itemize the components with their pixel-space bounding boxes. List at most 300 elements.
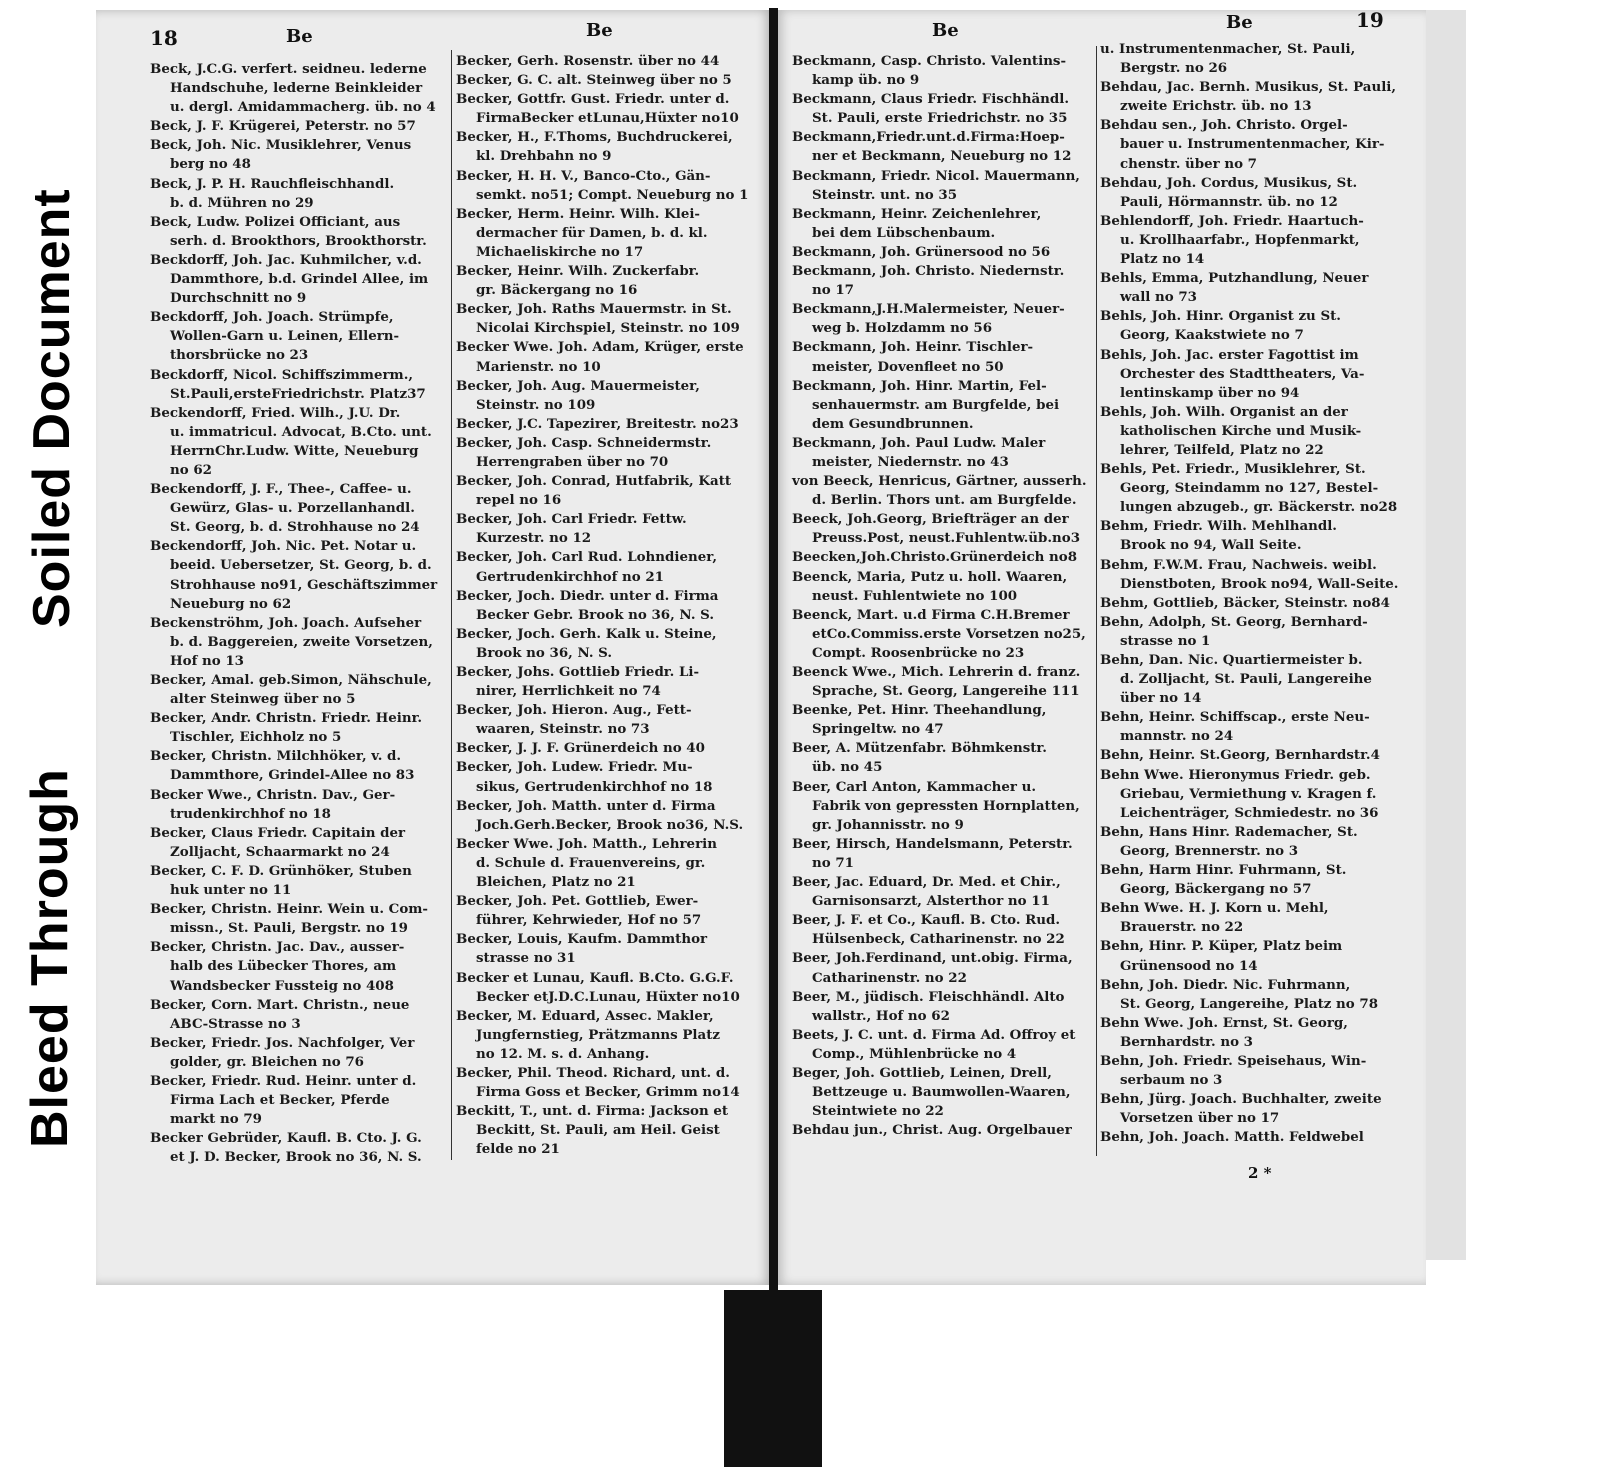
entry-continuation-line: Joch.Gerh.Becker, Brook no36, N.S. [476, 816, 744, 833]
directory-entry [1100, 594, 1400, 613]
entry-name-line: Beckdorff, Joh. Jac. Kuhmilcher, v.d. [150, 251, 422, 268]
directory-entry [1100, 269, 1400, 307]
directory-entry [1100, 346, 1400, 403]
entry-continuation-line: chenstr. über no 7 [1120, 155, 1257, 172]
entry-name-line: Beckmann, Joh. Christo. Niedernstr. [792, 263, 1065, 280]
entry-continuation-line: Comp., Mühlenbrücke no 4 [812, 1045, 1017, 1062]
entry-name-line: Becker Wwe. Joh. Adam, Krüger, erste [456, 339, 744, 356]
directory-entry [792, 52, 1092, 90]
directory-entry [150, 996, 446, 1034]
entry-name-line: Behdau sen., Joh. Christo. Orgel- [1100, 117, 1348, 134]
directory-entry [456, 510, 756, 548]
entry-name-line: Becker, H. H. V., Banco-Cto., Gän- [456, 167, 711, 184]
entry-continuation-line: St. Georg, Langereihe, Platz no 78 [1120, 995, 1379, 1012]
directory-entry [792, 1026, 1092, 1064]
right-heading-b: Be [1226, 12, 1253, 33]
entry-continuation-line: Dammthore, Grindel-Allee no 83 [170, 767, 415, 784]
entry-continuation-line: repel no 16 [476, 492, 562, 509]
entry-continuation-line: lentinskamp über no 94 [1120, 384, 1300, 401]
entry-name-line: Beck, J. F. Krügerei, Peterstr. no 57 [150, 118, 416, 135]
directory-entry [456, 52, 756, 71]
entry-name-line: Behn, Hinr. P. Küper, Platz beim [1100, 938, 1343, 955]
directory-entry [792, 128, 1092, 166]
entry-continuation-line: thorsbrücke no 23 [170, 347, 309, 364]
entry-name-line: Becker, Phil. Theod. Richard, unt. d. [456, 1064, 730, 1081]
directory-entry [150, 136, 446, 174]
entry-continuation-line: nirer, Herrlichkeit no 74 [476, 683, 661, 700]
entry-name-line: Becker, Christn. Heinr. Wein u. Com- [150, 901, 428, 918]
directory-entry [792, 300, 1092, 338]
entry-name-line: Becker, Heinr. Wilh. Zuckerfabr. [456, 263, 700, 280]
directory-entry [1100, 40, 1400, 78]
directory-entry [792, 911, 1092, 949]
entry-continuation-line: Beckitt, St. Pauli, am Heil. Geist [476, 1122, 720, 1139]
entry-continuation-line: senhauermstr. am Burgfelde, bei [812, 396, 1060, 413]
directory-entry [456, 205, 756, 262]
entry-continuation-line: üb. no 45 [812, 759, 883, 776]
directory-entry [150, 786, 446, 824]
directory-entry [792, 434, 1092, 472]
entry-continuation-line: et J. D. Becker, Brook no 36, N. S. [170, 1149, 422, 1166]
entry-continuation-line: Vorsetzen über no 17 [1120, 1110, 1280, 1127]
entry-name-line: Behn, Joh. Joach. Matth. Feldwebel [1100, 1129, 1364, 1146]
entry-continuation-line: strasse no 31 [476, 950, 576, 967]
entry-name-line: Behn Wwe. Joh. Ernst, St. Georg, [1100, 1014, 1348, 1031]
entry-continuation-line: Hof no 13 [170, 652, 244, 669]
directory-entry [456, 663, 756, 701]
entry-name-line: Beck, Joh. Nic. Musiklehrer, Venus [150, 137, 412, 154]
entry-name-line: Becker, Joh. Raths Mauermstr. in St. [456, 301, 732, 318]
entry-continuation-line: St. Georg, b. d. Strohhause no 24 [170, 519, 420, 536]
entry-name-line: Beckendorff, J. F., Thee-, Caffee- u. [150, 481, 412, 498]
entry-continuation-line: kl. Drehbahn no 9 [476, 148, 612, 165]
entry-continuation-line: u. immatricul. Advocat, B.Cto. unt. [170, 423, 432, 440]
directory-entry [456, 415, 756, 434]
entry-name-line: Becker, Amal. geb.Simon, Nähschule, [150, 672, 432, 688]
entry-name-line: Behm, Friedr. Wilh. Mehlhandl. [1100, 518, 1337, 535]
entry-continuation-line: St. Pauli, erste Friedrichstr. no 35 [812, 110, 1068, 127]
entry-continuation-line: felde no 21 [476, 1141, 560, 1158]
page-edge [1426, 10, 1466, 1260]
directory-entry [792, 778, 1092, 835]
entry-name-line: Behlendorff, Joh. Friedr. Haartuch- [1100, 212, 1364, 229]
entry-name-line: Becker, Andr. Christn. Friedr. Heinr. [150, 710, 423, 727]
entry-continuation-line: Steintwiete no 22 [812, 1103, 944, 1120]
entry-continuation-line: Leichenträger, Schmiedestr. no 36 [1120, 804, 1379, 821]
entry-continuation-line: Hülsenbeck, Catharinenstr. no 22 [812, 931, 1065, 948]
right-page-number: 19 [1356, 8, 1384, 32]
directory-entry [456, 300, 756, 338]
entry-name-line: Beckmann, Joh. Paul Ludw. Maler [792, 434, 1046, 451]
entry-continuation-line: serh. d. Brookthors, Brookthorstr. [170, 232, 427, 249]
entry-continuation-line: Georg, Bäckergang no 57 [1120, 881, 1312, 898]
entry-continuation-line: Durchschnitt no 9 [170, 290, 307, 307]
entry-continuation-line: Platz no 14 [1120, 251, 1205, 268]
entry-continuation-line: zweite Erichstr. üb. no 13 [1120, 98, 1312, 115]
entry-name-line: Behn, Heinr. St.Georg, Bernhardstr.4 [1100, 747, 1380, 764]
entry-continuation-line: Bergstr. no 26 [1120, 60, 1228, 77]
entry-continuation-line: Gewürz, Glas- u. Porzellanhandl. [170, 500, 415, 517]
directory-entry [456, 71, 756, 90]
entry-name-line: Beecken,Joh.Christo.Grünerdeich no8 [792, 549, 1078, 566]
entry-name-line: Beeck, Joh.Georg, Briefträger an der [792, 511, 1069, 528]
directory-entry [792, 568, 1092, 606]
book-spine [769, 8, 778, 1292]
entry-continuation-line: Wollen-Garn u. Leinen, Ellern- [170, 328, 400, 345]
entry-continuation-line: Tischler, Eichholz no 5 [170, 729, 342, 746]
entry-continuation-line: no 71 [812, 854, 854, 871]
directory-entry [1100, 861, 1400, 899]
entry-continuation-line: Springeltw. no 47 [812, 721, 944, 738]
entry-name-line: Beckmann,J.H.Malermeister, Neuer- [792, 301, 1065, 318]
entry-name-line: Beenke, Pet. Hinr. Theehandlung, [792, 702, 1047, 719]
directory-entry [456, 548, 756, 586]
entry-continuation-line: lungen abzugeb., gr. Bäckerstr. no28 [1120, 499, 1398, 516]
entry-continuation-line: Steinstr. unt. no 35 [812, 186, 958, 203]
entry-continuation-line: trudenkirchhof no 18 [170, 805, 331, 822]
entry-continuation-line: no 17 [812, 282, 854, 299]
directory-entry [150, 537, 446, 613]
entry-continuation-line: missn., St. Pauli, Bergstr. no 19 [170, 920, 408, 937]
entry-continuation-line: u. Krollhaarfabr., Hopfenmarkt, [1120, 231, 1360, 248]
right-page-column-2 [1100, 40, 1400, 1147]
entry-continuation-line: etCo.Commiss.erste Vorsetzen no25, [812, 625, 1086, 642]
directory-entry [792, 663, 1092, 701]
entry-continuation-line: Bernhardstr. no 3 [1120, 1033, 1253, 1050]
directory-entry [150, 824, 446, 862]
entry-continuation-line: d. Schule d. Frauenvereins, gr. [476, 854, 706, 871]
directory-entry [1100, 307, 1400, 345]
entry-name-line: Becker, Joh. Conrad, Hutfabrik, Katt [456, 473, 732, 490]
entry-name-line: Behn, Adolph, St. Georg, Bernhard- [1100, 613, 1368, 630]
directory-entry [456, 1007, 756, 1064]
directory-entry [150, 671, 446, 709]
entry-continuation-line: Orchester des Stadttheaters, Va- [1120, 365, 1365, 382]
entry-continuation-line: alter Steinweg über no 5 [170, 691, 356, 708]
entry-name-line: Beets, J. C. unt. d. Firma Ad. Offroy et [792, 1026, 1076, 1043]
left-page-number: 18 [150, 26, 178, 50]
directory-entry [1100, 823, 1400, 861]
entry-name-line: Beckendorff, Fried. Wilh., J.U. Dr. [150, 404, 401, 421]
entry-name-line: Becker, Joh. Aug. Mauermeister, [456, 377, 700, 394]
directory-entry [1100, 1052, 1400, 1090]
entry-name-line: Becker, Joh. Pet. Gottlieb, Ewer- [456, 893, 699, 910]
entry-continuation-line: Griebau, Vermiethung v. Kragen f. [1120, 785, 1377, 802]
directory-entry [456, 472, 756, 510]
directory-entry [1100, 1128, 1400, 1147]
entry-continuation-line: Nicolai Kirchspiel, Steinstr. no 109 [476, 320, 740, 337]
entry-name-line: Becker, C. F. D. Grünhöker, Stuben [150, 862, 412, 879]
entry-name-line: Behls, Joh. Hinr. Organist zu St. [1100, 308, 1341, 325]
directory-entry [1100, 937, 1400, 975]
entry-continuation-line: Preuss.Post, neust.Fuhlentw.üb.no3 [812, 530, 1081, 547]
entry-name-line: Beck, J.C.G. verfert. seidneu. lederne [150, 61, 427, 77]
entry-continuation-line: Wandsbecker Fussteig no 408 [170, 977, 394, 994]
entry-continuation-line: Kurzestr. no 12 [476, 530, 592, 547]
entry-continuation-line: beeid. Uebersetzer, St. Georg, b. d. [170, 557, 432, 574]
printer-signature: 2 * [1248, 1164, 1272, 1182]
entry-name-line: Becker, Corn. Mart. Christn., neue [150, 996, 410, 1013]
directory-entry [792, 90, 1092, 128]
entry-continuation-line: Pauli, Hörmannstr. üb. no 12 [1120, 193, 1338, 210]
entry-name-line: Behls, Joh. Jac. erster Fagottist im [1100, 346, 1359, 363]
directory-entry [1100, 517, 1400, 555]
entry-name-line: Beckendorff, Joh. Nic. Pet. Notar u. [150, 538, 417, 555]
entry-continuation-line: b. d. Baggereien, zweite Vorsetzen, [170, 633, 433, 650]
entry-continuation-line: Brook no 36, N. S. [476, 644, 613, 661]
entry-continuation-line: neust. Fuhlentwiete no 100 [812, 587, 1018, 604]
entry-name-line: Beer, Jac. Eduard, Dr. Med. et Chir., [792, 874, 1061, 891]
directory-entry [150, 938, 446, 995]
entry-continuation-line: wall no 73 [1120, 289, 1198, 306]
entry-name-line: Beer, M., jüdisch. Fleischhändl. Alto [792, 988, 1065, 1005]
entry-continuation-line: Herrengraben über no 70 [476, 453, 669, 470]
entry-name-line: Becker, Joh. Carl Rud. Lohndiener, [456, 549, 717, 566]
directory-entry [456, 758, 756, 796]
directory-entry [150, 404, 446, 480]
directory-entry [792, 472, 1092, 510]
left-column-rule [451, 50, 452, 1160]
entry-name-line: Beer, A. Mützenfabr. Böhmkenstr. [792, 740, 1047, 757]
entry-name-line: Beckitt, T., unt. d. Firma: Jackson et [456, 1103, 729, 1120]
soiled-document-label: Soiled Document [23, 188, 81, 628]
entry-name-line: Beckmann, Joh. Heinr. Tischler- [792, 339, 1034, 356]
entry-name-line: Becker et Lunau, Kaufl. B.Cto. G.G.F. [456, 969, 734, 986]
directory-entry [150, 251, 446, 308]
directory-entry [1100, 174, 1400, 212]
entry-name-line: Becker, Joh. Hieron. Aug., Fett- [456, 702, 692, 719]
directory-entry [456, 167, 756, 205]
entry-continuation-line: HerrnChr.Ludw. Witte, Neueburg [170, 442, 419, 459]
entry-continuation-line: waaren, Steinstr. no 73 [476, 721, 650, 738]
directory-entry [1100, 899, 1400, 937]
entry-continuation-line: St.Pauli,ersteFriedrichstr. Platz37 [170, 385, 426, 402]
directory-entry [1100, 1090, 1400, 1128]
entry-name-line: Becker, Friedr. Rud. Heinr. unter d. [150, 1072, 417, 1089]
entry-name-line: Behn, Hans Hinr. Rademacher, St. [1100, 823, 1358, 840]
entry-name-line: Beckmann, Friedr. Nicol. Mauermann, [792, 167, 1080, 184]
entry-name-line: Becker, Claus Friedr. Capitain der [150, 824, 406, 841]
entry-continuation-line: Georg, Kaakstwiete no 7 [1120, 327, 1304, 344]
directory-entry [792, 949, 1092, 987]
directory-entry [150, 60, 446, 117]
directory-entry [456, 1064, 756, 1102]
directory-entry [792, 377, 1092, 434]
entry-continuation-line: no 12. M. s. d. Anhang. [476, 1045, 650, 1062]
directory-entry [792, 262, 1092, 300]
directory-entry [456, 892, 756, 930]
directory-entry [456, 338, 756, 376]
directory-entry [792, 701, 1092, 739]
left-page-column-1 [150, 60, 446, 1167]
directory-entry [1100, 556, 1400, 594]
entry-name-line: Beck, J. P. H. Rauchfleischhandl. [150, 175, 395, 192]
entry-continuation-line: Brauerstr. no 22 [1120, 919, 1244, 936]
right-page-column-1 [792, 52, 1092, 1140]
entry-continuation-line: ABC-Strasse no 3 [170, 1015, 301, 1032]
directory-entry [456, 835, 756, 892]
entry-continuation-line: lehrer, Teilfeld, Platz no 22 [1120, 441, 1324, 458]
entry-name-line: Beckmann, Claus Friedr. Fischhändl. [792, 91, 1069, 108]
directory-entry [792, 835, 1092, 873]
entry-name-line: Beckmann, Joh. Grünersood no 56 [792, 243, 1051, 260]
entry-continuation-line: kamp üb. no 9 [812, 72, 920, 89]
directory-entry [792, 167, 1092, 205]
entry-continuation-line: ner et Beckmann, Neueburg no 12 [812, 148, 1072, 165]
entry-name-line: Behls, Pet. Friedr., Musiklehrer, St. [1100, 461, 1366, 478]
entry-name-line: Becker, Joch. Diedr. unter d. Firma [456, 587, 719, 604]
entry-continuation-line: über no 14 [1120, 690, 1202, 707]
entry-name-line: Beckdorff, Joh. Joach. Strümpfe, [150, 309, 394, 326]
directory-entry [792, 548, 1092, 567]
entry-name-line: Becker, Gerh. Rosenstr. über no 44 [456, 53, 720, 69]
directory-entry [1100, 403, 1400, 460]
entry-continuation-line: Brook no 94, Wall Seite. [1120, 537, 1302, 554]
gutter-shadow [724, 1290, 822, 1467]
entry-continuation-line: dermacher für Damen, b. d. kl. [476, 224, 708, 241]
directory-entry [1100, 976, 1400, 1014]
entry-name-line: Behn, Harm Hinr. Fuhrmann, St. [1100, 862, 1347, 879]
entry-continuation-line: Sprache, St. Georg, Langereihe 111 [812, 683, 1080, 700]
entry-name-line: Behn Wwe. H. J. Korn u. Mehl, [1100, 900, 1329, 917]
entry-name-line: Behls, Joh. Wilh. Organist an der [1100, 403, 1348, 420]
entry-name-line: Beck, Ludw. Polizei Officiant, aus [150, 213, 401, 230]
entry-name-line: Beckmann, Heinr. Zeichenlehrer, [792, 205, 1042, 222]
entry-continuation-line: bauer u. Instrumentenmacher, Kir- [1120, 136, 1385, 153]
entry-name-line: Behn, Joh. Diedr. Nic. Fuhrmann, [1100, 976, 1351, 993]
entry-continuation-line: d. Berlin. Thors unt. am Burgfelde. [812, 492, 1077, 509]
entry-continuation-line: Georg, Brennerstr. no 3 [1120, 842, 1299, 859]
entry-continuation-line: Handschuhe, lederne Beinkleider [170, 80, 423, 97]
entry-continuation-line: Becker etJ.D.C.Lunau, Hüxter no10 [476, 988, 740, 1005]
directory-entry [456, 587, 756, 625]
entry-name-line: Beger, Joh. Gottlieb, Leinen, Drell, [792, 1064, 1052, 1081]
directory-entry [456, 434, 756, 472]
directory-entry [150, 308, 446, 365]
entry-continuation-line: huk unter no 11 [170, 882, 292, 899]
entry-name-line: Beckmann,Friedr.unt.d.Firma:Hoep- [792, 129, 1065, 146]
entry-name-line: u. Instrumentenmacher, St. Pauli, [1100, 41, 1356, 57]
entry-continuation-line: Georg, Steindamm no 127, Bestel- [1120, 480, 1379, 497]
entry-continuation-line: markt no 79 [170, 1111, 262, 1128]
directory-entry [1100, 212, 1400, 269]
entry-name-line: Beer, Joh.Ferdinand, unt.obig. Firma, [792, 950, 1073, 967]
entry-continuation-line: dem Gesundbrunnen. [812, 415, 974, 432]
entry-continuation-line: katholischen Kirche und Musik- [1120, 422, 1362, 439]
entry-name-line: Becker, G. C. alt. Steinweg über no 5 [456, 72, 732, 89]
directory-entry [150, 862, 446, 900]
directory-entry [150, 709, 446, 747]
entry-continuation-line: Firma Goss et Becker, Grimm no14 [476, 1084, 740, 1101]
entry-name-line: Becker, J. J. F. Grünerdeich no 40 [456, 740, 705, 757]
entry-name-line: Behn, Heinr. Schiffscap., erste Neu- [1100, 709, 1370, 726]
directory-entry [792, 243, 1092, 262]
entry-name-line: Beckenströhm, Joh. Joach. Aufseher [150, 614, 422, 631]
entry-continuation-line: meister, Dovenfleet no 50 [812, 358, 1004, 375]
directory-entry [456, 90, 756, 128]
entry-continuation-line: strasse no 1 [1120, 632, 1211, 649]
entry-continuation-line: halb des Lübecker Thores, am [170, 958, 397, 975]
directory-entry [150, 900, 446, 938]
entry-continuation-line: Bettzeuge u. Baumwollen-Waaren, [812, 1084, 1071, 1101]
directory-entry [792, 988, 1092, 1026]
entry-name-line: Beer, Carl Anton, Kammacher u. [792, 778, 1037, 795]
directory-entry [150, 614, 446, 671]
entry-continuation-line: Marienstr. no 10 [476, 358, 601, 375]
directory-entry [456, 930, 756, 968]
entry-name-line: Becker Wwe., Christn. Dav., Ger- [150, 786, 396, 803]
entry-name-line: Becker, J.C. Tapezirer, Breitestr. no23 [456, 415, 739, 432]
entry-name-line: Becker Gebrüder, Kaufl. B. Cto. J. G. [150, 1130, 422, 1147]
entry-name-line: Behdau jun., Christ. Aug. Orgelbauer [792, 1122, 1072, 1139]
entry-continuation-line: führer, Kehrwieder, Hof no 57 [476, 912, 702, 929]
directory-entry [456, 701, 756, 739]
directory-entry [792, 1121, 1092, 1140]
directory-entry [456, 1102, 756, 1159]
entry-continuation-line: Michaeliskirche no 17 [476, 243, 644, 260]
entry-name-line: Becker, Gottfr. Gust. Friedr. unter d. [456, 91, 730, 108]
entry-name-line: Behn Wwe. Hieronymus Friedr. geb. [1100, 766, 1371, 783]
entry-continuation-line: bei dem Lübschenbaum. [812, 224, 996, 241]
entry-name-line: Beenck, Maria, Putz u. holl. Waaren, [792, 568, 1068, 585]
entry-continuation-line: Fabrik von gepressten Hornplatten, [812, 797, 1080, 814]
entry-continuation-line: sikus, Gertrudenkirchhof no 18 [476, 778, 713, 795]
entry-continuation-line: meister, Niedernstr. no 43 [812, 453, 1009, 470]
entry-continuation-line: b. d. Mühren no 29 [170, 194, 314, 211]
entry-continuation-line: Catharinenstr. no 22 [812, 969, 967, 986]
entry-name-line: Becker Wwe. Joh. Matth., Lehrerin [456, 835, 717, 852]
directory-entry [792, 338, 1092, 376]
entry-name-line: Becker, H., F.Thoms, Buchdruckerei, [456, 129, 733, 146]
entry-name-line: Becker, Christn. Jac. Dav., ausser- [150, 939, 405, 956]
directory-entry [456, 797, 756, 835]
entry-name-line: Behm, F.W.M. Frau, Nachweis. weibl. [1100, 556, 1377, 573]
entry-name-line: Becker, Joch. Gerh. Kalk u. Steine, [456, 625, 717, 642]
entry-name-line: Beenck Wwe., Mich. Lehrerin d. franz. [792, 664, 1081, 680]
entry-continuation-line: Garnisonsarzt, Alsterthor no 11 [812, 893, 1050, 910]
entry-continuation-line: Bleichen, Platz no 21 [476, 874, 636, 891]
left-heading-b: Be [586, 20, 613, 41]
entry-name-line: Becker, Christn. Milchhöker, v. d. [150, 748, 402, 765]
entry-continuation-line: Dienstboten, Brook no94, Wall-Seite. [1120, 575, 1399, 592]
entry-name-line: Becker, Joh. Casp. Schneidermstr. [456, 434, 712, 451]
entry-continuation-line: golder, gr. Bleichen no 76 [170, 1053, 364, 1070]
directory-entry [1100, 116, 1400, 173]
entry-name-line: Behn, Jürg. Joach. Buchhalter, zweite [1100, 1091, 1382, 1108]
directory-entry [456, 625, 756, 663]
entry-name-line: Behm, Gottlieb, Bäcker, Steinstr. no84 [1100, 594, 1390, 611]
entry-name-line: Becker, Johs. Gottlieb Friedr. Li- [456, 664, 700, 680]
entry-continuation-line: Becker Gebr. Brook no 36, N. S. [476, 606, 714, 623]
entry-name-line: Beenck, Mart. u.d Firma C.H.Bremer [792, 606, 1070, 623]
directory-entry [1100, 460, 1400, 517]
entry-continuation-line: semkt. no51; Compt. Neueburg no 1 [476, 186, 749, 203]
entry-continuation-line: mannstr. no 24 [1120, 728, 1234, 745]
entry-continuation-line: Jungfernstieg, Prätzmanns Platz [476, 1026, 720, 1043]
directory-entry [1100, 1014, 1400, 1052]
entry-continuation-line: Neueburg no 62 [170, 595, 292, 612]
directory-entry [150, 213, 446, 251]
directory-entry [150, 366, 446, 404]
entry-name-line: Beer, J. F. et Co., Kaufl. B. Cto. Rud. [792, 912, 1061, 929]
directory-entry [456, 128, 756, 166]
entry-name-line: Behn, Dan. Nic. Quartiermeister b. [1100, 652, 1363, 668]
entry-name-line: Behls, Emma, Putzhandlung, Neuer [1100, 270, 1369, 287]
directory-entry [1100, 651, 1400, 708]
directory-entry [1100, 78, 1400, 116]
directory-entry [456, 377, 756, 415]
bleed-through-label: Bleed Through [21, 768, 79, 1148]
